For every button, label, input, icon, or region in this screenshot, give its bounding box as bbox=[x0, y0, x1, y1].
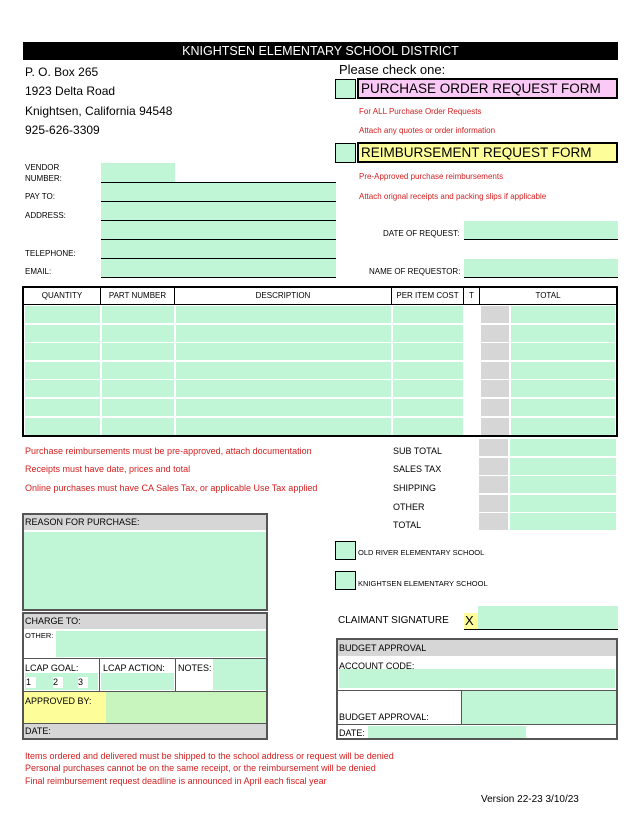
item-cell[interactable] bbox=[25, 343, 100, 360]
shipping-label: SHIPPING bbox=[393, 483, 437, 493]
pay-to-field[interactable] bbox=[101, 183, 336, 201]
purchase-order-label-box bbox=[357, 78, 618, 99]
vendor-number-field[interactable] bbox=[101, 163, 175, 182]
item-total-prefix bbox=[481, 306, 509, 323]
reason-field[interactable] bbox=[24, 532, 266, 609]
subtotal-label: SUB TOTAL bbox=[393, 446, 443, 456]
lcap-action-field[interactable] bbox=[101, 673, 174, 690]
charge-notes-field[interactable] bbox=[213, 659, 266, 690]
budget-title: BUDGET APPROVAL bbox=[339, 643, 427, 653]
claimant-signature-field[interactable] bbox=[478, 606, 618, 629]
item-cell[interactable] bbox=[481, 362, 615, 379]
approved-date-label: DATE: bbox=[25, 726, 51, 736]
email-field[interactable] bbox=[101, 259, 336, 277]
lcap-goal-label: LCAP GOAL: bbox=[25, 663, 79, 673]
budget-approval-label: BUDGET APPROVAL: bbox=[339, 712, 429, 722]
charge-section bbox=[22, 612, 268, 740]
reimbursement-label: REIMBURSEMENT REQUEST FORM bbox=[361, 145, 592, 160]
item-cell[interactable] bbox=[465, 399, 479, 416]
total-prefix bbox=[479, 495, 508, 512]
item-cell[interactable] bbox=[481, 325, 615, 342]
budget-date-field[interactable] bbox=[368, 726, 526, 738]
item-cell[interactable] bbox=[176, 325, 391, 342]
col-description: DESCRIPTION bbox=[175, 288, 392, 305]
item-cell[interactable] bbox=[393, 325, 463, 342]
item-cell[interactable] bbox=[481, 343, 615, 360]
date-of-request-field[interactable] bbox=[464, 221, 618, 239]
col-taxable: T bbox=[464, 288, 480, 305]
address-line-2: 1923 Delta Road bbox=[25, 84, 116, 98]
item-cell[interactable] bbox=[102, 380, 174, 397]
item-cell[interactable] bbox=[393, 362, 463, 379]
col-per-item-cost: PER ITEM COST bbox=[392, 288, 464, 305]
account-code-field[interactable] bbox=[339, 669, 615, 688]
item-cell[interactable] bbox=[393, 343, 463, 360]
item-cell[interactable] bbox=[465, 306, 479, 323]
reimbursement-note-2: Attach orignal receipts and packing slips if applicable bbox=[359, 192, 547, 201]
old-river-checkbox[interactable] bbox=[335, 541, 356, 560]
total-prefix bbox=[479, 513, 508, 530]
item-cell[interactable] bbox=[25, 306, 100, 323]
approved-by-label: APPROVED BY: bbox=[25, 696, 92, 706]
item-cell[interactable] bbox=[481, 306, 615, 323]
total-field[interactable] bbox=[510, 476, 616, 493]
item-cell[interactable] bbox=[465, 418, 479, 435]
item-cell[interactable] bbox=[25, 325, 100, 342]
reason-label: REASON FOR PURCHASE: bbox=[25, 517, 140, 527]
item-cell[interactable] bbox=[393, 399, 463, 416]
total-field[interactable] bbox=[510, 439, 616, 456]
address-field-1[interactable] bbox=[101, 202, 336, 220]
budget-approval-field[interactable] bbox=[462, 691, 616, 724]
telephone-label: TELEPHONE: bbox=[25, 249, 76, 258]
address-line-4: 925-626-3309 bbox=[25, 123, 100, 137]
reason-label-bar bbox=[24, 515, 266, 530]
other-label: OTHER bbox=[393, 502, 425, 512]
account-code-label: ACCOUNT CODE: bbox=[339, 661, 415, 669]
version-label: Version 22-23 3/10/23 bbox=[481, 794, 579, 805]
claimant-signature-label: CLAIMANT SIGNATURE bbox=[338, 615, 449, 626]
claimant-x-mark: X bbox=[465, 613, 474, 628]
item-total-field[interactable] bbox=[511, 380, 615, 397]
item-cell[interactable] bbox=[393, 418, 463, 435]
item-total-prefix bbox=[481, 380, 509, 397]
district-title: KNIGHTSEN ELEMENTARY SCHOOL DISTRICT bbox=[182, 44, 459, 58]
budget-section bbox=[336, 638, 618, 740]
name-of-requestor-label: NAME OF REQUESTOR: bbox=[369, 267, 461, 276]
item-cell[interactable] bbox=[176, 380, 391, 397]
claimant-x-mark-box bbox=[464, 613, 478, 629]
lcap-goal-option-3[interactable]: 3 bbox=[78, 677, 88, 688]
sales-tax-label: SALES TAX bbox=[393, 464, 442, 474]
item-cell[interactable] bbox=[176, 399, 391, 416]
item-cell[interactable] bbox=[465, 362, 479, 379]
address-field-2[interactable] bbox=[101, 221, 336, 239]
old-river-label: OLD RIVER ELEMENTARY SCHOOL bbox=[358, 548, 485, 557]
col-quantity: QUANTITY bbox=[24, 288, 101, 305]
note-1: Purchase reimbursements must be pre-approved, attach documentation bbox=[25, 446, 312, 456]
item-cell[interactable] bbox=[102, 343, 174, 360]
lcap-action-label: LCAP ACTION: bbox=[103, 663, 165, 673]
reimbursement-label-box bbox=[357, 142, 618, 163]
item-cell[interactable] bbox=[465, 343, 479, 360]
item-cell[interactable] bbox=[25, 362, 100, 379]
check-one-prompt: Please check one: bbox=[339, 62, 446, 77]
item-cell[interactable] bbox=[102, 306, 174, 323]
item-total-field[interactable] bbox=[511, 343, 615, 360]
item-cell[interactable] bbox=[465, 380, 479, 397]
vendor-number-label: VENDOR NUMBER: bbox=[25, 163, 62, 183]
knightsen-checkbox[interactable] bbox=[335, 571, 356, 590]
date-of-request-label: DATE OF REQUEST: bbox=[383, 229, 460, 238]
total-field[interactable] bbox=[510, 513, 616, 530]
purchase-order-label: PURCHASE ORDER REQUEST FORM bbox=[361, 81, 601, 96]
item-total-prefix bbox=[481, 399, 509, 416]
item-cell[interactable] bbox=[176, 362, 391, 379]
budget-date-label: DATE: bbox=[339, 728, 365, 738]
address-label: ADDRESS: bbox=[25, 211, 66, 220]
item-cell[interactable] bbox=[393, 306, 463, 323]
approved-by-bar bbox=[24, 692, 106, 723]
reason-section bbox=[22, 513, 268, 611]
item-total-field[interactable] bbox=[511, 399, 615, 416]
item-cell[interactable] bbox=[176, 343, 391, 360]
budget-title-bar bbox=[338, 640, 616, 656]
charge-to-label: CHARGE TO: bbox=[25, 616, 81, 626]
total-prefix bbox=[479, 458, 508, 475]
address-line-1: P. O. Box 265 bbox=[25, 65, 99, 79]
item-cell[interactable] bbox=[393, 380, 463, 397]
item-cell[interactable] bbox=[102, 399, 174, 416]
footer-note-3: Final reimbursement request deadline is announced in April each fiscal year bbox=[25, 776, 327, 786]
knightsen-label: KNIGHTSEN ELEMENTARY SCHOOL bbox=[358, 579, 488, 588]
items-table bbox=[22, 286, 618, 437]
footer-note-1: Items ordered and delivered must be shipped to the school address or request will be denied bbox=[25, 751, 394, 761]
item-cell[interactable] bbox=[102, 418, 174, 435]
item-total-prefix bbox=[481, 325, 509, 342]
total-prefix bbox=[479, 439, 508, 456]
reimbursement-note-1: Pre-Approved purchase reimbursements bbox=[359, 172, 504, 181]
purchase-order-note-1: For ALL Purchase Order Requests bbox=[359, 107, 482, 116]
lcap-goal-option-2[interactable]: 2 bbox=[53, 677, 63, 688]
address-line-3: Knightsen, California 94548 bbox=[25, 104, 173, 118]
reimbursement-checkbox[interactable] bbox=[335, 143, 356, 163]
other-label-small: OTHER: bbox=[25, 631, 54, 640]
col-total: TOTAL bbox=[480, 288, 616, 305]
item-cell[interactable] bbox=[25, 380, 100, 397]
item-cell[interactable] bbox=[481, 399, 615, 416]
district-title-bar bbox=[23, 42, 618, 60]
name-of-requestor-field[interactable] bbox=[464, 259, 618, 277]
total-label: TOTAL bbox=[393, 520, 422, 530]
item-total-field[interactable] bbox=[511, 325, 615, 342]
item-cell[interactable] bbox=[102, 325, 174, 342]
footer-note-2: Personal purchases cannot be on the same receipt, or the reimbursement will be denied bbox=[25, 763, 376, 773]
note-3: Online purchases must have CA Sales Tax, or applicable Use Tax applied bbox=[25, 483, 318, 493]
col-part-number: PART NUMBER bbox=[101, 288, 175, 305]
total-field[interactable] bbox=[510, 458, 616, 475]
approved-by-field[interactable] bbox=[106, 692, 266, 723]
item-cell[interactable] bbox=[25, 399, 100, 416]
purchase-order-checkbox[interactable] bbox=[335, 79, 356, 99]
item-cell[interactable] bbox=[481, 418, 615, 435]
item-total-prefix bbox=[481, 343, 509, 360]
charge-to-bar bbox=[24, 614, 266, 629]
item-cell[interactable] bbox=[25, 418, 100, 435]
item-cell[interactable] bbox=[465, 325, 479, 342]
purchase-order-note-2: Attach any quotes or order information bbox=[359, 126, 496, 135]
note-2: Receipts must have date, prices and total bbox=[25, 464, 191, 474]
item-total-field[interactable] bbox=[511, 418, 615, 435]
email-label: EMAIL: bbox=[25, 267, 52, 276]
item-cell[interactable] bbox=[176, 306, 391, 323]
item-cell[interactable] bbox=[481, 380, 615, 397]
charge-notes-label: NOTES: bbox=[178, 663, 212, 673]
item-total-field[interactable] bbox=[511, 306, 615, 323]
date-bar bbox=[24, 724, 266, 738]
lcap-goal-option-1[interactable]: 1 bbox=[26, 677, 36, 688]
telephone-field[interactable] bbox=[101, 240, 336, 258]
item-total-field[interactable] bbox=[511, 362, 615, 379]
other-field[interactable] bbox=[56, 631, 266, 657]
total-prefix bbox=[479, 476, 508, 493]
item-total-prefix bbox=[481, 362, 509, 379]
item-cell[interactable] bbox=[102, 362, 174, 379]
total-field[interactable] bbox=[510, 495, 616, 512]
pay-to-label: PAY TO: bbox=[25, 192, 55, 201]
item-total-prefix bbox=[481, 418, 509, 435]
item-cell[interactable] bbox=[176, 418, 391, 435]
